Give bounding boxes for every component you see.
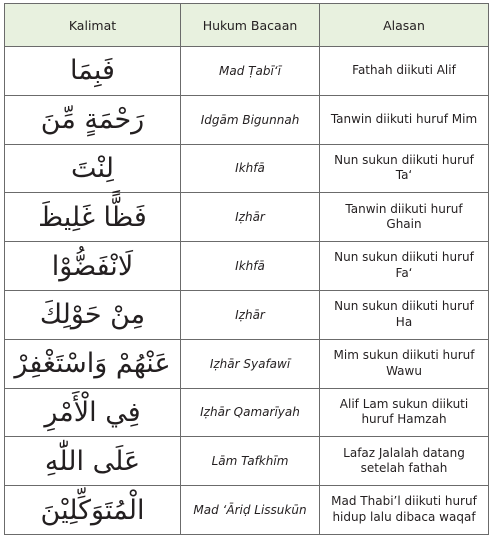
hukum-bacaan-cell: Ikhfā	[181, 144, 320, 193]
table-row	[5, 486, 489, 535]
table-row	[5, 47, 489, 96]
table-row	[5, 388, 489, 437]
table-row	[5, 242, 489, 291]
kalimat-cell: الْمُتَوَكِّلِيْنَ	[5, 486, 181, 535]
kalimat-cell: مِنْ حَوْلِكَ	[5, 290, 181, 339]
hukum-bacaan-cell: Iẓhār	[181, 193, 320, 242]
table-row	[5, 290, 489, 339]
alasan-cell: Mad Thabi’l diikuti huruf hidup lalu dibaca waqaf	[320, 486, 489, 535]
kalimat-cell: عَلَى اللّٰهِ	[5, 437, 181, 486]
table-body	[5, 47, 489, 535]
kalimat-cell: رَحْمَةٍ مِّنَ	[5, 95, 181, 144]
hukum-bacaan-cell: Iẓhār	[181, 290, 320, 339]
header-row	[5, 4, 489, 47]
table-row	[5, 339, 489, 388]
tajwid-table	[4, 3, 489, 535]
alasan-cell: Nun sukun diikuti huruf Fa‘	[320, 242, 489, 291]
table-row	[5, 437, 489, 486]
table-row	[5, 144, 489, 193]
hukum-bacaan-cell: Ikhfā	[181, 242, 320, 291]
kalimat-cell: فَظًّا غَلِيظَ	[5, 193, 181, 242]
hukum-bacaan-cell: Iẓhār Syafawī	[181, 339, 320, 388]
table-row	[5, 95, 489, 144]
kalimat-cell: فَبِمَا	[5, 47, 181, 96]
alasan-cell: Mim sukun diikuti huruf Wawu	[320, 339, 489, 388]
tajwid-table-container	[4, 3, 488, 535]
kalimat-cell: لَانْفَضُّوْا	[5, 242, 181, 291]
alasan-cell: Lafaz Jalalah datang setelah fathah	[320, 437, 489, 486]
kalimat-cell: عَنْهُمْ وَاسْتَغْفِرْ	[5, 339, 181, 388]
kalimat-cell: فِي الْأَمْرِ	[5, 388, 181, 437]
header-alasan: Alasan	[320, 4, 489, 47]
hukum-bacaan-cell: Lām Tafkhīm	[181, 437, 320, 486]
hukum-bacaan-cell: Iẓhār Qamarīyah	[181, 388, 320, 437]
kalimat-cell: لِنْتَ	[5, 144, 181, 193]
alasan-cell: Fathah diikuti Alif	[320, 47, 489, 96]
alasan-cell: Alif Lam sukun diikuti huruf Hamzah	[320, 388, 489, 437]
hukum-bacaan-cell: Mad Ṭabī‘ī	[181, 47, 320, 96]
alasan-cell: Tanwin diikuti huruf Mim	[320, 95, 489, 144]
table-header	[5, 4, 489, 47]
alasan-cell: Tanwin diikuti huruf Ghain	[320, 193, 489, 242]
header-hukum-bacaan: Hukum Bacaan	[181, 4, 320, 47]
alasan-cell: Nun sukun diikuti huruf Ha	[320, 290, 489, 339]
hukum-bacaan-cell: Idgām Bigunnah	[181, 95, 320, 144]
header-kalimat: Kalimat	[5, 4, 181, 47]
table-row	[5, 193, 489, 242]
alasan-cell: Nun sukun diikuti huruf Ta‘	[320, 144, 489, 193]
hukum-bacaan-cell: Mad ‘Āriḍ Lissukūn	[181, 486, 320, 535]
